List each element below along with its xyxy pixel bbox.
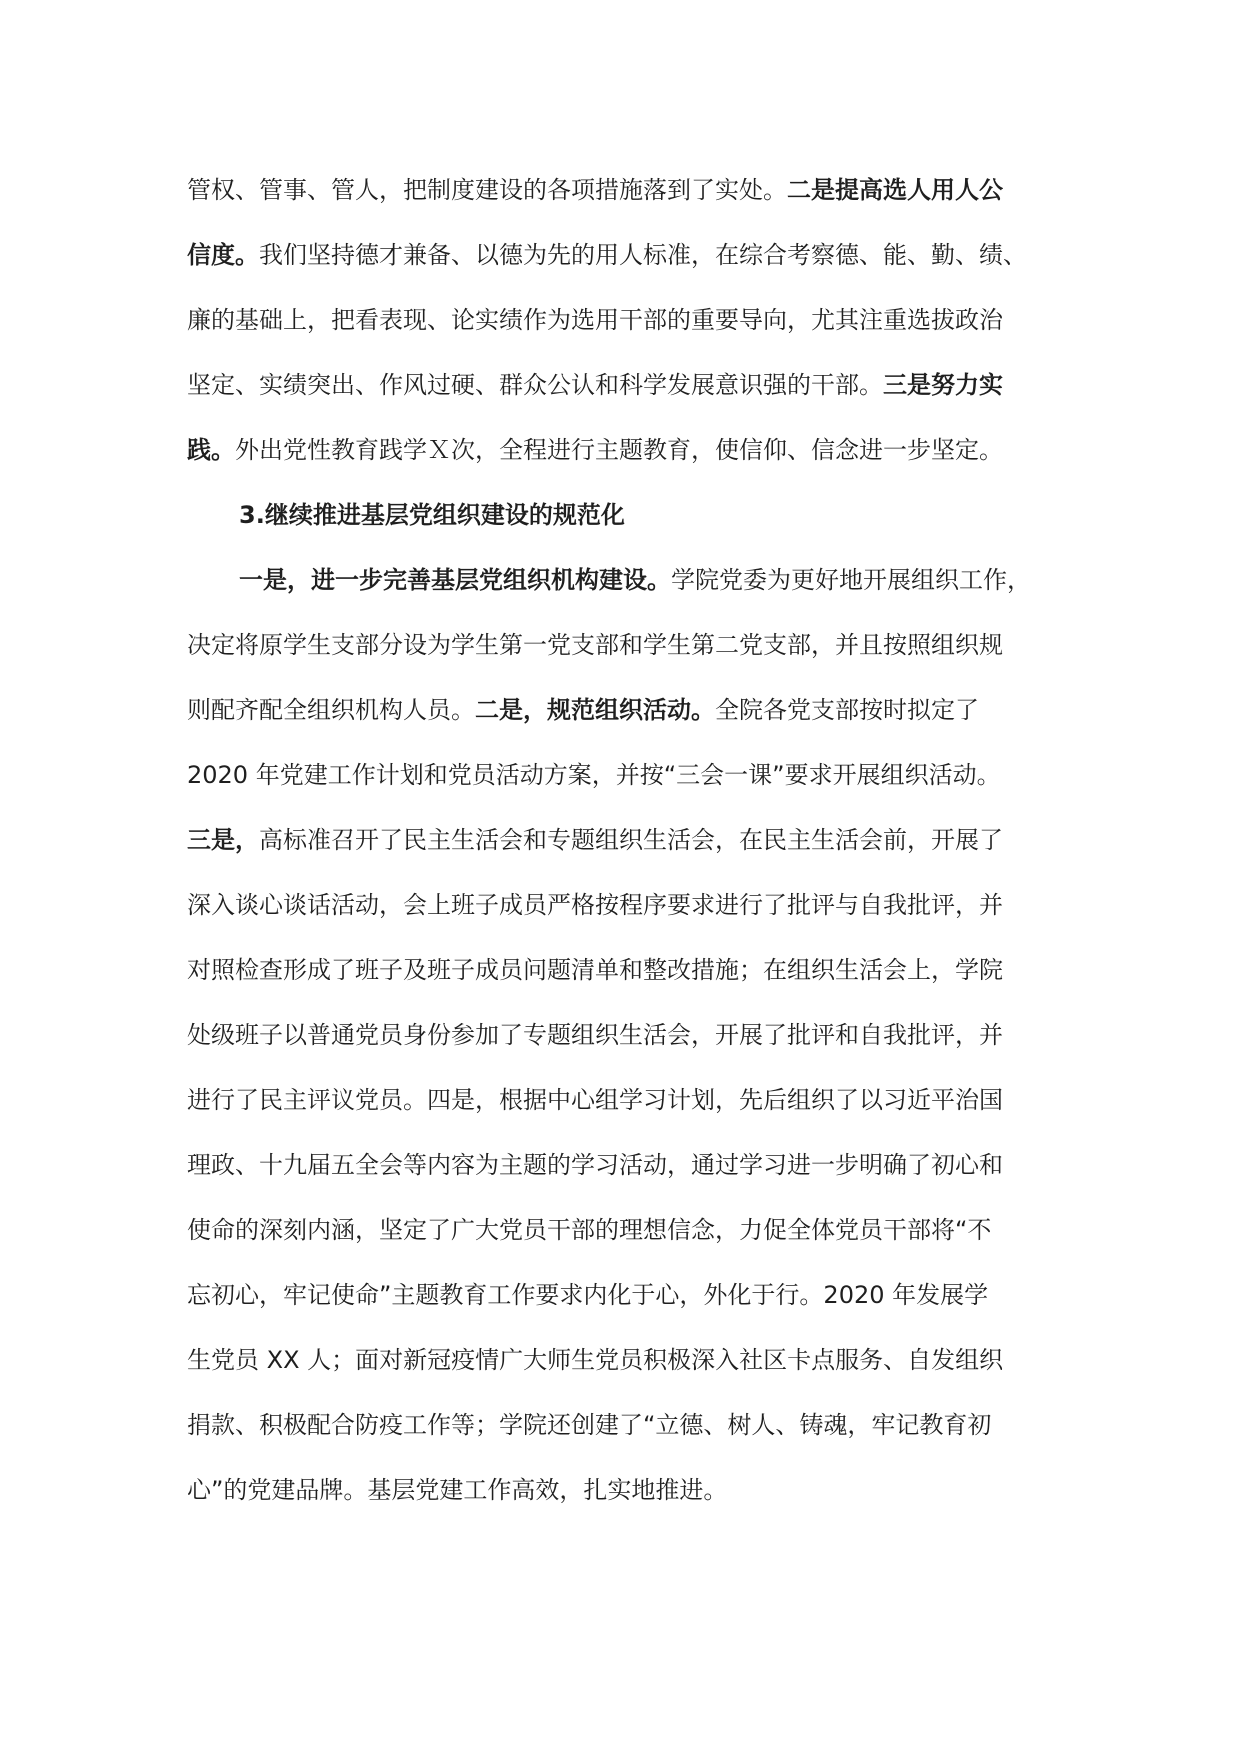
- paragraph-line: [187, 885, 1067, 950]
- body-text: 则配齐配全组织机构人员。: [187, 696, 475, 724]
- body-text: 处级班子以普通党员身份参加了专题组织生活会，开展了批评和自我批评，并: [187, 1021, 1003, 1049]
- body-text: 学院党委为更好地开展组织工作，: [671, 566, 1031, 594]
- body-text: 捐款、积极配合防疫工作等；学院还创建了“立德、树人、铸魂，牢记教育初: [187, 1411, 992, 1439]
- paragraph-line: [187, 1015, 1067, 1080]
- paragraph-line: [187, 755, 1067, 820]
- document-body: [187, 170, 1067, 1535]
- body-text: 对照检查形成了班子及班子成员问题清单和整改措施；在组织生活会上，学院: [187, 956, 1003, 984]
- paragraph-line: [187, 950, 1067, 1015]
- body-text: 高标准召开了民主生活会和专题组织生活会，在民主生活会前，开展了: [259, 826, 1003, 854]
- body-text: 廉的基础上，把看表现、论实绩作为选用干部的重要导向，尤其注重选拔政治: [187, 306, 1003, 334]
- body-text: 我们坚持德才兼备、以德为先的用人标准，在综合考察德、能、勤、绩、: [259, 241, 1027, 269]
- paragraph-line: [187, 235, 1067, 300]
- paragraph-line: [187, 170, 1067, 235]
- paragraph-line: [187, 1210, 1067, 1275]
- section-heading: 3.继续推进基层党组织建设的规范化: [239, 501, 625, 529]
- body-text: 深入谈心谈话活动，会上班子成员严格按程序要求进行了批评与自我批评，并: [187, 891, 1003, 919]
- body-text: 理政、十九届五全会等内容为主题的学习活动，通过学习进一步明确了初心和: [187, 1151, 1003, 1179]
- paragraph-line: [187, 1405, 1067, 1470]
- body-text: 管权、管事、管人，把制度建设的各项措施落到了实处。: [187, 176, 787, 204]
- paragraph-line: [187, 1340, 1067, 1405]
- bold-phrase: 二是，规范组织活动。: [475, 696, 715, 724]
- paragraph-line: [187, 300, 1067, 365]
- body-text: 忘初心，牢记使命”主题教育工作要求内化于心，外化于行。2020 年发展学: [187, 1281, 989, 1309]
- paragraph-line: [187, 820, 1067, 885]
- paragraph-line: [187, 625, 1067, 690]
- body-text: 使命的深刻内涵，坚定了广大党员干部的理想信念，力促全体党员干部将“不: [187, 1216, 992, 1244]
- paragraph-line: [187, 690, 1067, 755]
- body-text: 生党员 XX 人；面对新冠疫情广大师生党员积极深入社区卡点服务、自发组织: [187, 1346, 1004, 1374]
- paragraph-line: [187, 560, 1067, 625]
- body-text: 外出党性教育践学Ｘ次，全程进行主题教育，使信仰、信念进一步坚定。: [235, 436, 1003, 464]
- bold-phrase: 三是努力实: [883, 371, 1003, 399]
- paragraph-line: [187, 1470, 1067, 1535]
- paragraph-line: [187, 1275, 1067, 1340]
- body-text: 心”的党建品牌。基层党建工作高效，扎实地推进。: [187, 1476, 728, 1504]
- bold-phrase: 践。: [187, 436, 235, 464]
- body-text: 2020 年党建工作计划和党员活动方案，并按“三会一课”要求开展组织活动。: [187, 761, 1001, 789]
- bold-phrase: 三是，: [187, 826, 259, 854]
- bold-phrase: 一是，进一步完善基层党组织机构建设。: [239, 566, 671, 594]
- paragraph-line: [187, 1080, 1067, 1145]
- body-text: 全院各党支部按时拟定了: [715, 696, 979, 724]
- body-text: 决定将原学生支部分设为学生第一党支部和学生第二党支部，并且按照组织规: [187, 631, 1003, 659]
- body-text: 进行了民主评议党员。四是，根据中心组学习计划，先后组织了以习近平治国: [187, 1086, 1003, 1114]
- body-text: 坚定、实绩突出、作风过硬、群众公认和科学发展意识强的干部。: [187, 371, 883, 399]
- paragraph-line: [187, 430, 1067, 495]
- bold-phrase: 信度。: [187, 241, 259, 269]
- bold-phrase: 二是提高选人用人公: [787, 176, 1003, 204]
- paragraph-line: [187, 1145, 1067, 1210]
- paragraph-line: [187, 365, 1067, 430]
